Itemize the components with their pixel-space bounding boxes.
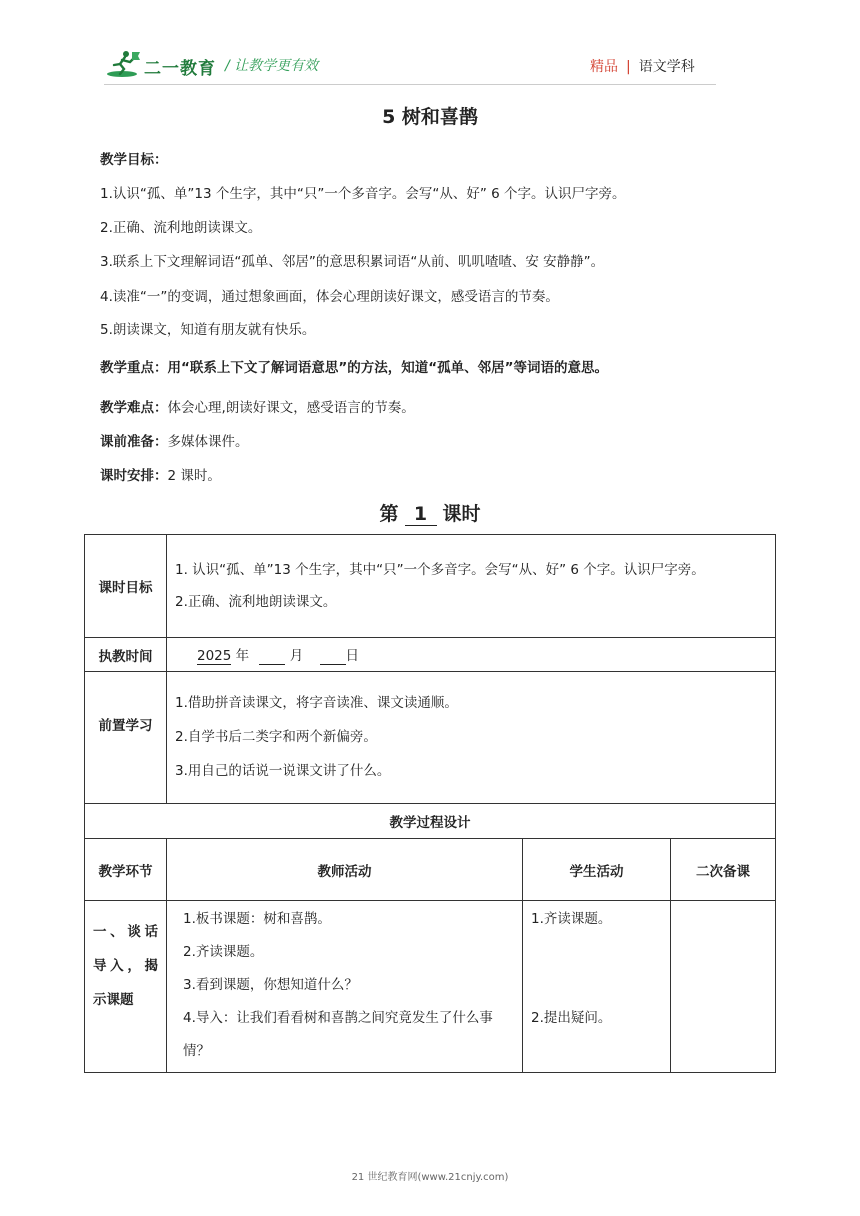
student-item: 2.提出疑问。 (531, 1010, 612, 1026)
stage-cell (85, 901, 167, 1073)
objectives-heading: 教学目标： (100, 152, 168, 168)
goals-row (85, 535, 776, 638)
pre-label: 前置学习 (85, 672, 167, 804)
objective-item: 5.朗读课文，知道有朋友就有快乐。 (100, 322, 316, 338)
period-prefix: 第 (379, 503, 399, 525)
time-year-unit: 年 (235, 648, 250, 664)
goals-cell (167, 535, 776, 638)
runner-logo-icon (106, 50, 142, 78)
objective-item: 1.认识“孤、单”13 个生字，其中“只”一个多音字。会写“从、好” 6 个字。认识尸字旁。 (100, 186, 626, 202)
stage-text: 一、谈话导入，揭示课题 (93, 924, 158, 1008)
key-point-label: 教学重点： (100, 360, 168, 376)
table-row (85, 901, 776, 1073)
goals-label: 课时目标 (85, 535, 167, 638)
time-label: 执教时间 (85, 638, 167, 672)
time-month-blank (259, 648, 285, 665)
key-point-text: 用“联系上下文了解词语意思”的方法，知道“孤单、邻居”等词语的意思。 (167, 360, 608, 376)
preparation-label: 课前准备： (100, 434, 168, 450)
lesson-plan-table (84, 534, 776, 1073)
page-header (0, 0, 860, 88)
col-teacher: 教师活动 (167, 839, 523, 901)
difficulty-text: 体会心理,朗读好课文，感受语言的节奏。 (167, 400, 415, 416)
schedule-text: 2 课时。 (167, 468, 221, 484)
col-stage: 教学环节 (85, 839, 167, 901)
student-cell (523, 901, 671, 1073)
time-year: 2025 (197, 648, 232, 664)
second-prep-cell (671, 901, 776, 1073)
teacher-item: 3.看到课题，你想知道什么？ (183, 977, 358, 993)
column-header-row (85, 839, 776, 901)
teacher-item: 2.齐读课题。 (183, 944, 264, 960)
time-day-unit: 日 (345, 648, 360, 664)
col-second: 二次备课 (671, 839, 776, 901)
goal-item: 2.正确、流利地朗读课文。 (175, 594, 337, 610)
teacher-item: 1.板书课题：树和喜鹊。 (183, 911, 331, 927)
slogan: / 让教学更有效 (225, 58, 319, 74)
time-row (85, 638, 776, 672)
logo-text: 二一教育 (144, 59, 216, 79)
footer: 21 世纪教育网(www.21cnjy.com) (351, 1172, 509, 1183)
preparation-text: 多媒体课件。 (167, 434, 249, 450)
difficulty-label: 教学难点： (100, 400, 168, 416)
design-heading: 教学过程设计 (85, 804, 776, 839)
pre-study-row (85, 672, 776, 804)
pre-item: 1.借助拼音读课文，将字音读准、课文读通顺。 (175, 695, 458, 711)
time-cell (167, 638, 776, 672)
difficulty (100, 396, 415, 416)
teacher-cell (167, 901, 523, 1073)
key-point (100, 356, 608, 376)
pre-item: 2.自学书后二类字和两个新偏旁。 (175, 729, 377, 745)
pre-item: 3.用自己的话说一说课文讲了什么。 (175, 763, 391, 779)
time-day-blank (320, 648, 346, 665)
design-heading-row (85, 804, 776, 839)
objective-item: 2.正确、流利地朗读课文。 (100, 220, 262, 236)
page-title: 5 树和喜鹊 (382, 106, 478, 128)
schedule (100, 464, 221, 484)
teacher-item: 4.导入：让我们看看树和喜鹊之间究竟发生了什么事情？ (183, 1010, 493, 1059)
goal-item: 1. 认识“孤、单”13 个生字，其中“只”一个多音字。会写“从、好” 6 个字。认识尸字旁。 (175, 562, 705, 578)
preparation (100, 430, 249, 450)
period-title (0, 499, 860, 526)
period-suffix: 课时 (442, 503, 481, 525)
header-divider (104, 84, 716, 85)
student-item: 1.齐读课题。 (531, 911, 612, 927)
period-number: 1 (405, 503, 437, 526)
subject-label: 语文学科 (638, 59, 695, 75)
pre-cell (167, 672, 776, 804)
badge-label: 精品 (590, 59, 618, 75)
objective-item: 3.联系上下文理解词语“孤单、邻居”的意思积累词语“从前、叽叽喳喳、安 安静静”。 (100, 254, 605, 270)
time-month-unit: 月 (289, 648, 304, 664)
objective-item: 4.读准“一”的变调，通过想象画面，体会心理朗读好课文，感受语言的节奏。 (100, 289, 559, 305)
header-right: 精品 | 语文学科 (590, 59, 695, 75)
schedule-label: 课时安排： (100, 468, 168, 484)
col-student: 学生活动 (523, 839, 671, 901)
